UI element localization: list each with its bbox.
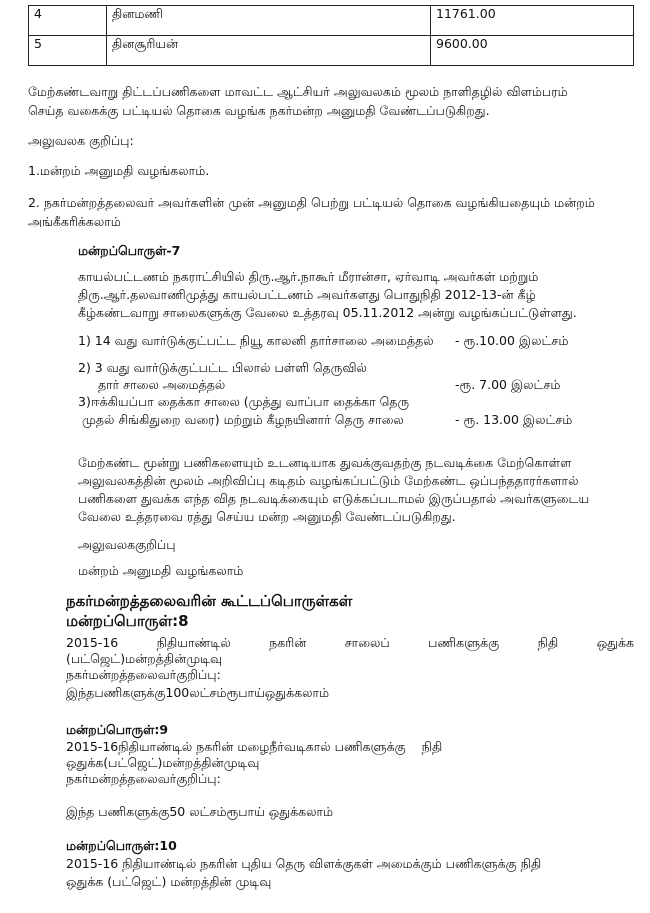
word: சாலைப்: [344, 635, 390, 650]
item-7-heading: மன்றப்பொருள்-7: [78, 243, 181, 258]
paragraph-line: அலுவலகத்தின் மூலம் அறிவிப்பு கடிதம் வழங்கப்பட்டும் மேற்கண்ட ஒப்பந்ததாரர்களால்: [78, 473, 579, 488]
newspaper-name: தினசூரியன்: [107, 36, 431, 66]
paragraph-line: திரு.ஆர்.தலவாணிமுத்து காயல்பட்டணம் அவர்களது பொதுநிதி 2012-13-ன் கீழ்: [78, 287, 536, 302]
newspaper-bill-table: [28, 5, 634, 66]
row-number: 4: [29, 6, 107, 36]
paragraph-line: செய்த வகைக்கு பட்டியல் தொகை வழங்க நகர்மன்ற அனுமதி வேண்டப்படுகிறது.: [28, 103, 490, 118]
row-number: 5: [29, 36, 107, 66]
item-9-heading: மன்றப்பொருள்:9: [66, 722, 169, 737]
work-item-2-cont: தார் சாலை அமைத்தல்: [98, 377, 226, 392]
paragraph-line: காயல்பட்டணம் நகராட்சியில் திரு.ஆர்.நாகூர் மீரான்சா, ஏர்வாடி அவர்கள் மற்றும்: [78, 269, 539, 284]
work-item-1: 1) 14 வது வார்டுக்குட்பட்ட நியூ காலனி தார்சாலை அமைத்தல்: [78, 333, 434, 348]
office-note-heading: அலுவலக குறிப்பு:: [28, 133, 134, 148]
item-10-line-1: 2015-16 நிதியாண்டில் நகரின் புதிய தெரு விளக்குகள் அமைக்கும் பணிகளுக்கு நிதி: [66, 856, 542, 871]
item-8-line-4: இந்தபணிகளுக்கு100லட்சம்ரூபாய்ஒதுக்கலாம்: [66, 685, 330, 700]
item-8-line-3: நகர்மன்றத்தலைவர்குறிப்பு:: [66, 667, 221, 682]
item-8-line-2: (பட்ஜெட்)மன்றத்தின்முடிவு: [66, 651, 223, 666]
section-heading: நகர்மன்றத்தலைவரின் கூட்டப்பொருள்கள்: [66, 592, 353, 610]
work-item-2: 2) 3 வது வார்டுக்குட்பட்ட பிலால் பள்ளி தெருவில்: [78, 360, 367, 375]
work-item-3: 3)ஈக்கியப்பா தைக்கா சாலை (முத்து வாப்பா தைக்கா தெரு: [78, 394, 410, 409]
bill-amount: 9600.00: [431, 36, 634, 66]
office-note-item: 1.மன்றம் அனுமதி வழங்கலாம்.: [28, 163, 210, 178]
work-item-1-amount: - ரூ.10.00 இலட்சம்: [455, 333, 569, 348]
paragraph-line: மேற்கண்டவாறு திட்டப்பணிகளை மாவட்ட ஆட்சியர் அலுவலகம் மூலம் நாளிதழில் விளம்பரம்: [28, 84, 568, 99]
word: நிதியாண்டில்: [156, 635, 231, 650]
newspaper-name: தினமணி: [107, 6, 431, 36]
item-9-line-3: நகர்மன்றத்தலைவர்குறிப்பு:: [66, 771, 221, 786]
work-item-2-amount: -ரூ. 7.00 இலட்சம்: [455, 377, 561, 392]
item-9-line-4: இந்த பணிகளுக்கு50 லட்சம்ரூபாய் ஒதுக்கலாம்: [66, 804, 334, 819]
item-9-line-1: 2015-16நிதியாண்டில் நகரின் மழைநீர்வடிகால் பணிகளுக்கு நிதி: [66, 739, 443, 754]
word: நகரின்: [269, 635, 307, 650]
word: நிதி: [537, 635, 559, 650]
word: 2015-16: [66, 635, 119, 650]
table-row: [29, 6, 634, 36]
work-item-3-cont: முதல் சிங்கிதுறை வரை) மற்றும் கீழநயினார் தெரு சாலை: [82, 412, 404, 427]
item-8-heading: மன்றப்பொருள்:8: [66, 612, 189, 630]
item-10-heading: மன்றப்பொருள்:10: [66, 838, 177, 853]
bill-amount: 11761.00: [431, 6, 634, 36]
word: பணிகளுக்கு: [428, 635, 500, 650]
paragraph-line: மேற்கண்ட மூன்று பணிகளையும் உடனடியாக துவக்குவதற்கு நடவடிக்கை மேற்கொள்ள: [78, 455, 572, 470]
item-9-line-2: ஒதுக்க(பட்ஜெட்)மன்றத்தின்முடிவு: [66, 755, 260, 770]
paragraph-line: வேலை உத்தரவை ரத்து செய்ய மன்ற அனுமதி வேண்டப்படுகிறது.: [78, 509, 456, 524]
office-note-item: 2. நகர்மன்றத்தலைவர் அவர்களின் முன் அனுமதி பெற்று பட்டியல் தொகை வழங்கியதையும் மன்றம்: [28, 195, 595, 210]
item-8-line-1: [66, 635, 634, 652]
paragraph-line: பணிகளை துவக்க எந்த வித நடவடிக்கையும் எடுக்கப்படாமல் இருப்பதால் அவர்களுடைய: [78, 491, 590, 506]
office-note-item: அங்கீகரிக்கலாம்: [28, 214, 121, 229]
item-10-line-2: ஒதுக்க (பட்ஜெட்) மன்றத்தின் முடிவு: [66, 874, 272, 889]
office-note-text: மன்றம் அனுமதி வழங்கலாம்: [78, 563, 244, 578]
table-row: [29, 36, 634, 66]
office-note-heading: அலுவலககுறிப்பு: [78, 537, 176, 552]
word: ஒதுக்க: [596, 635, 634, 650]
work-item-3-amount: - ரூ. 13.00 இலட்சம்: [455, 412, 573, 427]
paragraph-line: கீழ்கண்டவாறு சாலைகளுக்கு வேலை உத்தரவு 05.11.2012 அன்று வழங்கப்பட்டுள்ளது.: [78, 305, 577, 320]
